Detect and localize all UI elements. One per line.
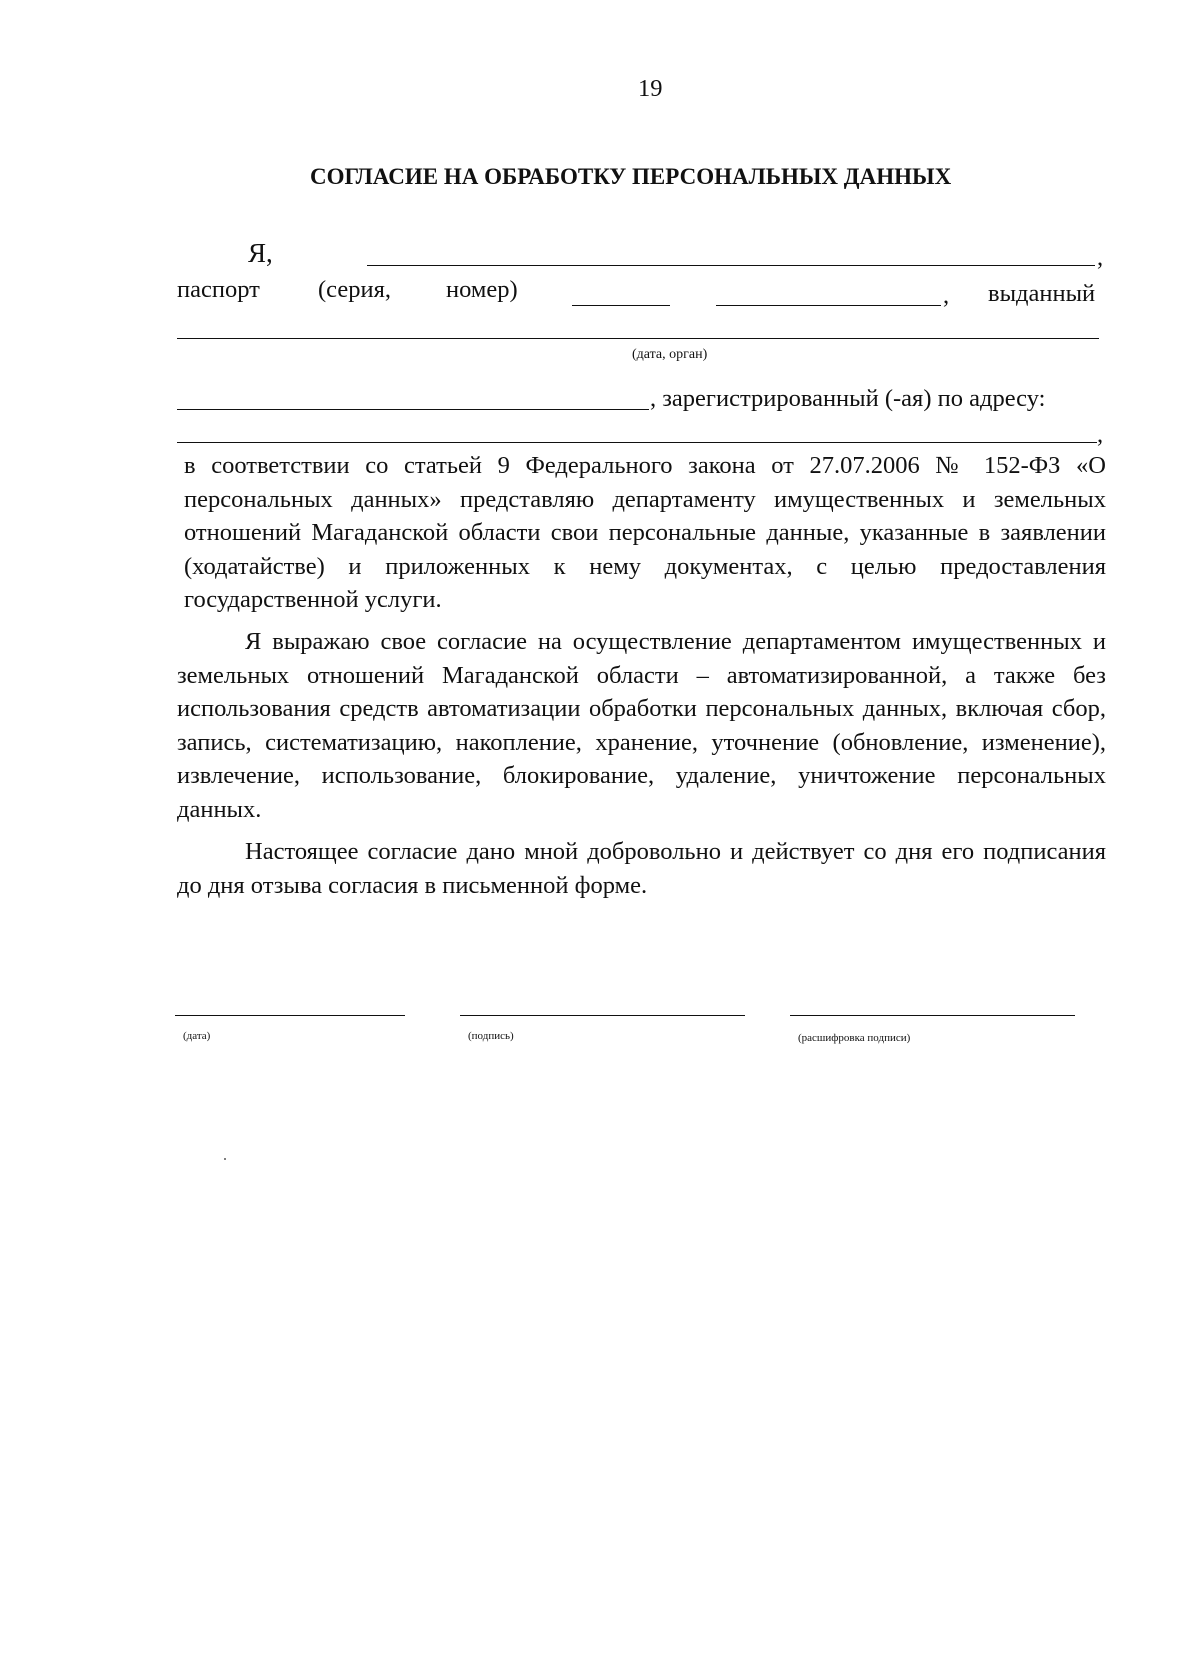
signature-caption: (подпись) — [468, 1030, 514, 1042]
address-comma: , — [1097, 421, 1104, 448]
signature-decode-line[interactable] — [790, 1015, 1075, 1016]
page-number: 19 — [638, 75, 663, 102]
ya-label: Я, — [248, 238, 273, 268]
name-comma: , — [1097, 244, 1104, 271]
date-caption: (дата) — [183, 1030, 211, 1042]
date-organ-caption: (дата, орган) — [632, 347, 708, 362]
number-label: номер) — [446, 276, 518, 303]
scan-speck — [224, 1158, 226, 1160]
passport-comma: , — [943, 282, 950, 309]
registered-label: , зарегистрированный (-ая) по адресу: — [650, 385, 1046, 412]
page-title: СОГЛАСИЕ НА ОБРАБОТКУ ПЕРСОНАЛЬНЫХ ДАННЫХ — [310, 164, 952, 189]
passport-number-field-line[interactable] — [716, 305, 941, 306]
address-field-line[interactable] — [177, 442, 1097, 443]
issued-label: выданный — [988, 280, 1096, 307]
passport-series-field-line[interactable] — [572, 305, 670, 306]
issued-by-continued-line[interactable] — [177, 409, 649, 410]
consent-paragraph-1: в соответствии со статьей 9 Федерального закона от 27.07.2006 № 152-ФЗ «О персональных данных» представляю департаменту имущественных и земельных отношений Магаданской области свои персональные данные, указанные в заявлении (ходатайстве) и приложенных к нему документах, с целью предоставления государственной услуги. — [184, 452, 1106, 613]
consent-paragraph-3: Настоящее согласие дано мной добровольно и действует со дня его подписания до дня отзыва согласия в письменной форме. — [177, 838, 1106, 899]
consent-paragraph-2: Я выражаю свое согласие на осуществление департаментом имущественных и земельных отношений Магаданской области – автоматизированной, а также без использования средств автоматизации обработки персональных данных, включая сбор, запись, систематизацию, накопление, хранение, уточнение (обновление, изменение), извлечение, использование, блокирование, удаление, уничтожение персональных данных. — [177, 628, 1106, 823]
signature-line[interactable] — [460, 1015, 745, 1016]
full-name-field-line[interactable] — [367, 265, 1095, 266]
passport-label: паспорт — [177, 276, 260, 303]
issued-by-field-line[interactable] — [177, 338, 1099, 339]
date-signature-line[interactable] — [175, 1015, 405, 1016]
series-label: (серия, — [318, 276, 391, 303]
signature-decode-caption: (расшифровка подписи) — [798, 1032, 911, 1044]
